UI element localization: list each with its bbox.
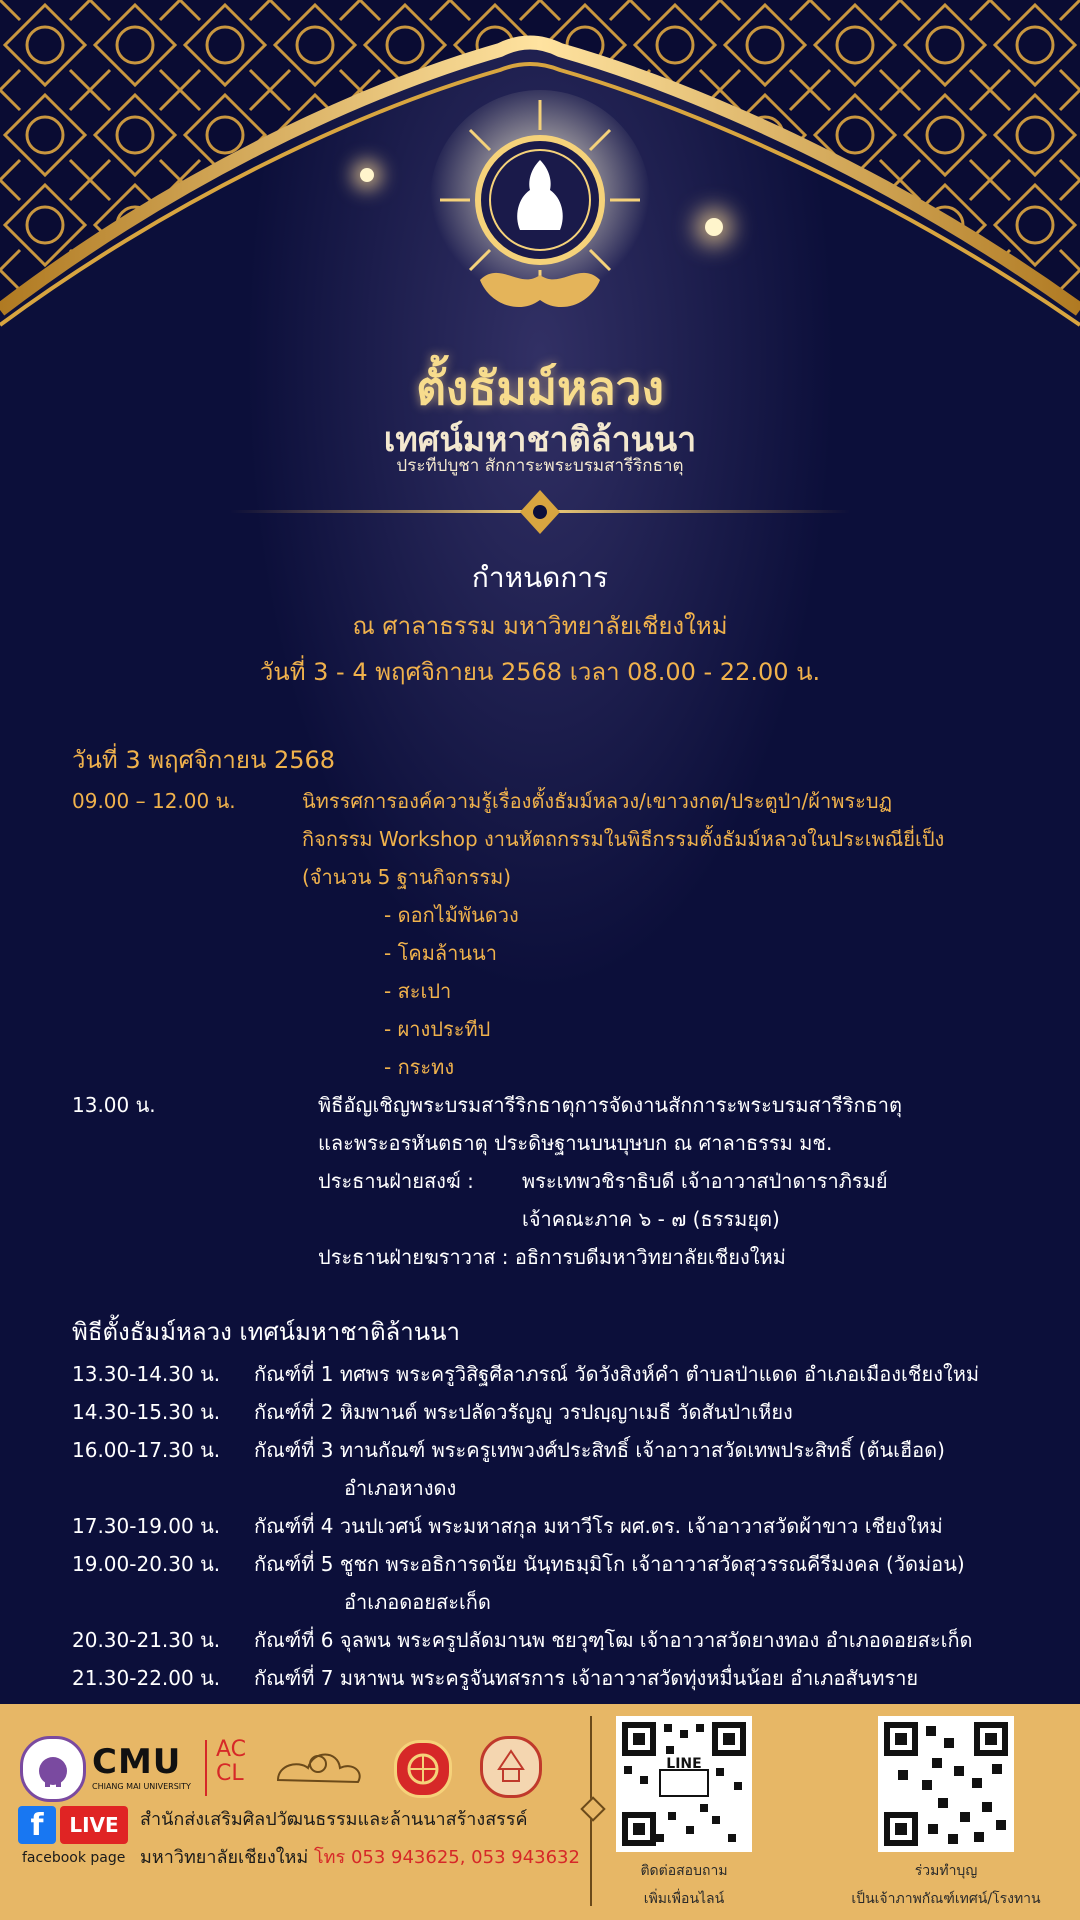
live-badge[interactable]: LIVE	[60, 1806, 128, 1844]
monk-name-2: เจ้าคณะภาค ๖ - ๗ (ธรรมยุต)	[522, 1207, 780, 1231]
ceremony-text: กัณฑ์ที่ 6 จุลพน พระครูปลัดมานพ ชยวุฑฺโฒ เจ้าอาวาสวัดยางทอง อำเภอดอยสะเก็ด	[254, 1628, 973, 1652]
ceremony-text-cont: อำเภอดอยสะเก็ด	[344, 1590, 491, 1614]
accl-logo-line-1: AC	[216, 1737, 247, 1762]
workshop-item: - สะเปา	[384, 979, 452, 1003]
block2-time: 13.00 น.	[72, 1093, 156, 1117]
ceremony-time: 13.30-14.30 น.	[72, 1362, 221, 1386]
ceremony-heading: พิธีตั้งธัมม์หลวง เทศน์มหาชาติล้านนา	[72, 1318, 461, 1346]
cmu-logo-subtitle: CHIANG MAI UNIVERSITY	[92, 1782, 191, 1791]
date-time-text: วันที่ 3 - 4 พฤศจิกายน 2568 เวลา 08.00 - 22.00 น.	[259, 658, 821, 686]
day1-heading: วันที่ 3 พฤศจิกายน 2568	[72, 746, 336, 774]
ceremony-text: กัณฑ์ที่ 1 ทศพร พระครูวิสิฐศีลาภรณ์ วัดวังสิงห์คำ ตำบลป่าแดด อำเภอเมืองเชียงใหม่	[254, 1362, 980, 1386]
elephant-logo-icon	[20, 1736, 86, 1802]
venue-text: ณ ศาลาธรรม มหาวิทยาลัยเชียงใหม่	[352, 612, 728, 640]
qr2-caption-2: เป็นเจ้าภาพกัณฑ์เทศน์/โรงทาน	[851, 1891, 1041, 1907]
ceremony-text: กัณฑ์ที่ 3 ทานกัณฑ์ พระครูเทพวงศ์ประสิทธิ์ เจ้าอาวาสวัดเทพประสิทธิ์ (ต้นเฮือด)	[254, 1438, 945, 1462]
ceremony-time: 17.30-19.00 น.	[72, 1514, 221, 1538]
ceremony-time: 19.00-20.30 น.	[72, 1552, 221, 1576]
block1-line-2: กิจกรรม Workshop งานหัตถกรรมในพิธีกรรมตั้งธัมม์หลวงในประเพณียี่เป็ง	[302, 827, 945, 851]
accl-logo-line-2: CL	[216, 1761, 244, 1786]
ceremony-time: 14.30-15.30 น.	[72, 1400, 221, 1424]
ceremony-time: 21.30-22.00 น.	[72, 1666, 221, 1690]
workshop-item: - กระทง	[384, 1055, 455, 1079]
lanna-cloud-logo-icon	[268, 1740, 368, 1796]
ceremony-time: 16.00-17.30 น.	[72, 1438, 221, 1462]
phone-numbers: โทร 053 943625, 053 943632	[314, 1847, 580, 1868]
lay-chair: ประธานฝ่ายฆราวาส : อธิการบดีมหาวิทยาลัยเชียงใหม่	[318, 1245, 786, 1269]
glow-orb-left	[360, 168, 374, 182]
ceremony-text: กัณฑ์ที่ 2 หิมพานต์ พระปลัดวรัญญู วรปญฺญาเมธี วัดสันป่าเหียง	[254, 1400, 793, 1424]
ceremony-time: 20.30-21.30 น.	[72, 1628, 221, 1652]
facebook-icon[interactable]: f	[18, 1806, 56, 1844]
line-qr-code[interactable]	[616, 1716, 752, 1852]
glow-orb-right	[705, 218, 723, 236]
org-university: มหาวิทยาลัยเชียงใหม่	[140, 1847, 309, 1868]
block1-time: 09.00 – 12.00 น.	[72, 789, 236, 813]
workshop-item: - โคมล้านนา	[384, 941, 497, 965]
block2-line-1: พิธีอัญเชิญพระบรมสารีริกธาตุการจัดงานสักการะพระบรมสารีริกธาตุ	[318, 1093, 902, 1117]
workshop-item: - ผางประทีป	[384, 1017, 491, 1041]
block2-line-2: และพระอรหันตธาตุ ประดิษฐานบนบุษบก ณ ศาลาธรรม มช.	[318, 1131, 833, 1155]
temple-seal-logo-icon	[480, 1736, 542, 1798]
donation-qr-code[interactable]	[878, 1716, 1014, 1852]
ceremony-text-cont: อำเภอหางดง	[344, 1476, 457, 1500]
title-sub: เทศน์มหาชาติล้านนา	[383, 420, 697, 460]
logo-divider	[205, 1740, 207, 1796]
buddha-emblem-icon	[400, 90, 680, 340]
ceremony-text: กัณฑ์ที่ 5 ชูชก พระอธิการดนัย นันฺทธมฺมิโก เจ้าอาวาสวัดสุวรรณคีรีมงคล (วัดม่อน)	[254, 1552, 965, 1576]
title-tagline: ประทีปบูชา สักการะพระบรมสารีริกธาตุ	[396, 456, 684, 476]
qr-line-label: LINE	[666, 1756, 702, 1772]
block1-line-1: นิทรรศการองค์ความรู้เรื่องตั้งธัมม์หลวง/เขาวงกต/ประตูป่า/ผ้าพระบฏ	[302, 789, 893, 813]
workshop-item: - ดอกไม้พันดวง	[384, 903, 519, 927]
org-name: สำนักส่งเสริมศิลปวัฒนธรรมและล้านนาสร้างสรรค์	[140, 1809, 528, 1830]
dharma-wheel-logo-icon	[394, 1740, 452, 1798]
org-contact	[140, 1842, 580, 1871]
ceremony-text: กัณฑ์ที่ 4 วนปเวศน์ พระมหาสกุล มหาวีโร ผศ.ดร. เจ้าอาวาสวัดผ้าขาว เชียงใหม่	[254, 1514, 943, 1538]
monk-label: ประธานฝ่ายสงฆ์ :	[318, 1169, 474, 1193]
facebook-page-caption: facebook page	[22, 1850, 126, 1866]
qr1-caption-2: เพิ่มเพื่อนไลน์	[643, 1891, 725, 1907]
qr2-caption-1: ร่วมทำบุญ	[914, 1863, 978, 1879]
monk-name-1: พระเทพวชิราธิบดี เจ้าอาวาสป่าดาราภิรมย์	[522, 1169, 888, 1193]
title-main: ตั้งธัมม์หลวง	[416, 361, 664, 415]
accl-logo	[216, 1738, 246, 1786]
cmu-logo: CMU	[92, 1742, 182, 1782]
qr1-caption-1: ติดต่อสอบถาม	[640, 1863, 728, 1879]
ornament-divider-icon	[230, 488, 850, 536]
ceremony-text: กัณฑ์ที่ 7 มหาพน พระครูจันทสรการ เจ้าอาวาสวัดทุ่งหมื่นน้อย อำเภอสันทราย	[254, 1666, 919, 1690]
block1-line-3: (จำนวน 5 ฐานกิจกรรม)	[302, 865, 512, 889]
schedule-heading: กำหนดการ	[471, 561, 609, 594]
